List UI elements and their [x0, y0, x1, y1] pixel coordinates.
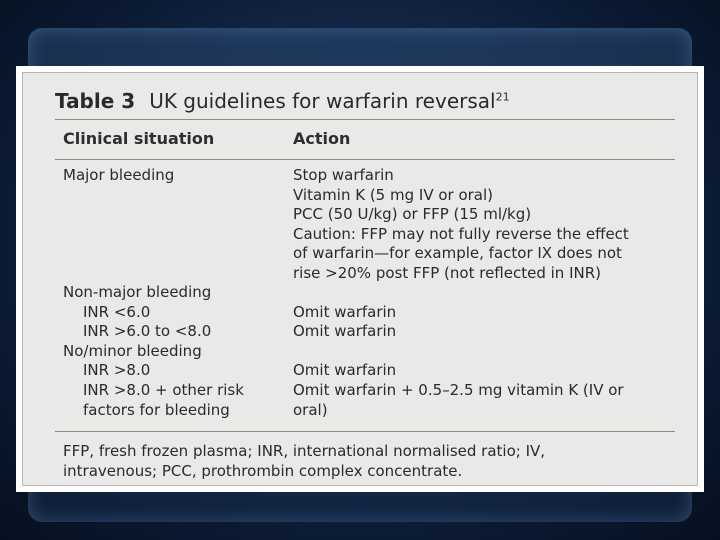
header-rule-top — [55, 119, 675, 120]
table-number: Table 3 — [55, 89, 136, 113]
action-nonmajor-2: Omit warfarin — [293, 322, 397, 341]
situation-minor-inr-2-line-2: factors for bleeding — [83, 400, 230, 419]
footnote-line-2: intravenous; PCC, prothrombin complex concentrate. — [63, 462, 463, 480]
action-major-line-4: Caution: FFP may not fully reverse the effect — [293, 224, 629, 243]
situation-nonmajor-inr-1: INR <6.0 — [83, 302, 151, 321]
action-minor-2-line-1: Omit warfarin + 0.5–2.5 mg vitamin K (IV or — [293, 381, 624, 399]
action-major-line-1: Stop warfarin — [293, 166, 394, 184]
action-major-line-6: rise >20% post FFP (not reflected in INR) — [293, 264, 601, 282]
situation-minor-bleeding: No/minor bleeding — [63, 341, 202, 360]
table-footnote — [63, 441, 673, 481]
situation-major-bleeding: Major bleeding — [63, 166, 175, 184]
action-major-line-3: PCC (50 U/kg) or FFP (15 ml/kg) — [293, 205, 532, 224]
reference-superscript: 21 — [495, 90, 510, 104]
table-title — [55, 89, 510, 113]
footnote-line-1: FFP, fresh frozen plasma; INR, international normalised ratio; IV, — [63, 442, 546, 460]
slide-frame — [16, 66, 704, 492]
action-nonmajor-1: Omit warfarin — [293, 302, 397, 321]
action-major-line-2: Vitamin K (5 mg IV or oral) — [293, 185, 494, 204]
situation-nonmajor-inr-2: INR >6.0 to <8.0 — [83, 322, 212, 341]
situation-minor-inr-1: INR >8.0 — [83, 361, 151, 380]
table-panel — [22, 72, 698, 486]
action-minor-1: Omit warfarin — [293, 361, 397, 380]
header-rule-bottom — [55, 159, 675, 160]
column-header-action: Action — [293, 129, 351, 148]
footnote-rule — [55, 431, 675, 432]
action-major-line-5: of warfarin—for example, factor IX does not — [293, 244, 622, 263]
situation-nonmajor-bleeding: Non-major bleeding — [63, 283, 212, 301]
table-title-text: UK guidelines for warfarin reversal — [149, 89, 496, 113]
situation-minor-inr-2-line-1: INR >8.0 + other risk — [83, 381, 244, 399]
action-minor-2-line-2: oral) — [293, 400, 328, 419]
column-header-situation: Clinical situation — [63, 129, 215, 148]
